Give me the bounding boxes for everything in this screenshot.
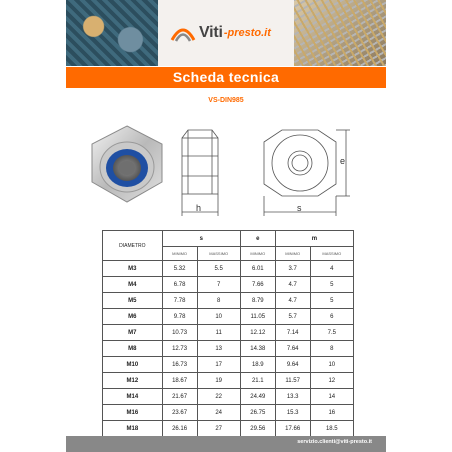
value-cell: 8 <box>310 341 353 357</box>
diameter-cell: M18 <box>103 421 163 437</box>
value-cell: 8.79 <box>240 293 275 309</box>
diameter-cell: M6 <box>103 309 163 325</box>
footer-bar <box>66 436 386 452</box>
value-cell: 4 <box>310 261 353 277</box>
value-cell: 4.7 <box>275 277 310 293</box>
nut-photo <box>84 122 170 208</box>
e-min-header: MINIMO <box>240 247 275 261</box>
table-row <box>103 309 354 325</box>
diameter-cell: M12 <box>103 373 163 389</box>
value-cell: 7.78 <box>162 293 197 309</box>
value-cell: 13 <box>197 341 240 357</box>
value-cell: 6.01 <box>240 261 275 277</box>
value-cell: 5.5 <box>197 261 240 277</box>
diameter-cell: M3 <box>103 261 163 277</box>
value-cell: 8 <box>197 293 240 309</box>
diameter-cell: M8 <box>103 341 163 357</box>
value-cell: 21.67 <box>162 389 197 405</box>
nut-top-view-drawing <box>254 122 354 220</box>
value-cell: 6.78 <box>162 277 197 293</box>
value-cell: 11.05 <box>240 309 275 325</box>
s-min-header: MINIMO <box>162 247 197 261</box>
value-cell: 7.66 <box>240 277 275 293</box>
dimension-e-label: e <box>340 156 346 166</box>
s-max-header: MASSIMO <box>197 247 240 261</box>
value-cell: 16 <box>310 405 353 421</box>
value-cell: 23.67 <box>162 405 197 421</box>
value-cell: 10 <box>197 309 240 325</box>
datasheet-page <box>66 0 386 452</box>
brand-name: Viti <box>199 24 223 41</box>
value-cell: 9.78 <box>162 309 197 325</box>
diameter-header: DIAMETRO <box>103 231 163 261</box>
value-cell: 18.5 <box>310 421 353 437</box>
value-cell: 19 <box>197 373 240 389</box>
workshop-tools-photo <box>66 0 158 66</box>
table-row <box>103 373 354 389</box>
table-header-row <box>103 231 354 247</box>
value-cell: 5.32 <box>162 261 197 277</box>
screws-bolts-photo <box>294 0 386 66</box>
value-cell: 11.57 <box>275 373 310 389</box>
table-row <box>103 421 354 437</box>
nut-side-view-drawing <box>172 122 238 220</box>
customer-service-email[interactable]: servizio.clienti@viti-presto.it <box>297 439 372 445</box>
value-cell: 17.66 <box>275 421 310 437</box>
value-cell: 27 <box>197 421 240 437</box>
value-cell: 11 <box>197 325 240 341</box>
value-cell: 5 <box>310 277 353 293</box>
value-cell: 10.73 <box>162 325 197 341</box>
table-row <box>103 325 354 341</box>
diameter-cell: M5 <box>103 293 163 309</box>
value-cell: 5.7 <box>275 309 310 325</box>
value-cell: 15.3 <box>275 405 310 421</box>
table-row <box>103 405 354 421</box>
value-cell: 3.7 <box>275 261 310 277</box>
dimension-s-label: s <box>297 203 302 213</box>
header-banner <box>66 0 386 66</box>
m-header: m <box>275 231 353 247</box>
diameter-cell: M16 <box>103 405 163 421</box>
m-min-header: MINIMO <box>275 247 310 261</box>
value-cell: 17 <box>197 357 240 373</box>
value-cell: 5 <box>310 293 353 309</box>
m-max-header: MASSIMO <box>310 247 353 261</box>
brand-domain: -presto.it <box>223 27 271 39</box>
value-cell: 22 <box>197 389 240 405</box>
value-cell: 6 <box>310 309 353 325</box>
table-row <box>103 357 354 373</box>
value-cell: 7.64 <box>275 341 310 357</box>
diameter-cell: M14 <box>103 389 163 405</box>
value-cell: 7.5 <box>310 325 353 341</box>
value-cell: 18.67 <box>162 373 197 389</box>
value-cell: 14.38 <box>240 341 275 357</box>
value-cell: 7.14 <box>275 325 310 341</box>
value-cell: 18.9 <box>240 357 275 373</box>
table-row <box>103 389 354 405</box>
value-cell: 12 <box>310 373 353 389</box>
value-cell: 12.73 <box>162 341 197 357</box>
diameter-cell: M10 <box>103 357 163 373</box>
dimensions-table <box>102 230 354 437</box>
value-cell: 26.75 <box>240 405 275 421</box>
value-cell: 14 <box>310 389 353 405</box>
diameter-cell: M7 <box>103 325 163 341</box>
value-cell: 4.7 <box>275 293 310 309</box>
table-row <box>103 341 354 357</box>
value-cell: 9.64 <box>275 357 310 373</box>
value-cell: 26.16 <box>162 421 197 437</box>
value-cell: 29.56 <box>240 421 275 437</box>
value-cell: 10 <box>310 357 353 373</box>
e-header: e <box>240 231 275 247</box>
product-code: VS-DIN985 <box>208 97 244 104</box>
table-row <box>103 293 354 309</box>
value-cell: 12.12 <box>240 325 275 341</box>
page-title: Scheda tecnica <box>66 67 386 88</box>
value-cell: 21.1 <box>240 373 275 389</box>
brand-logo <box>170 18 290 48</box>
value-cell: 24.49 <box>240 389 275 405</box>
value-cell: 13.3 <box>275 389 310 405</box>
s-header: s <box>162 231 240 247</box>
value-cell: 16.73 <box>162 357 197 373</box>
dimension-h-label: h <box>196 203 202 213</box>
table-row <box>103 277 354 293</box>
logo-arcs-icon <box>170 22 196 44</box>
value-cell: 7 <box>197 277 240 293</box>
table-row <box>103 261 354 277</box>
value-cell: 24 <box>197 405 240 421</box>
diameter-cell: M4 <box>103 277 163 293</box>
